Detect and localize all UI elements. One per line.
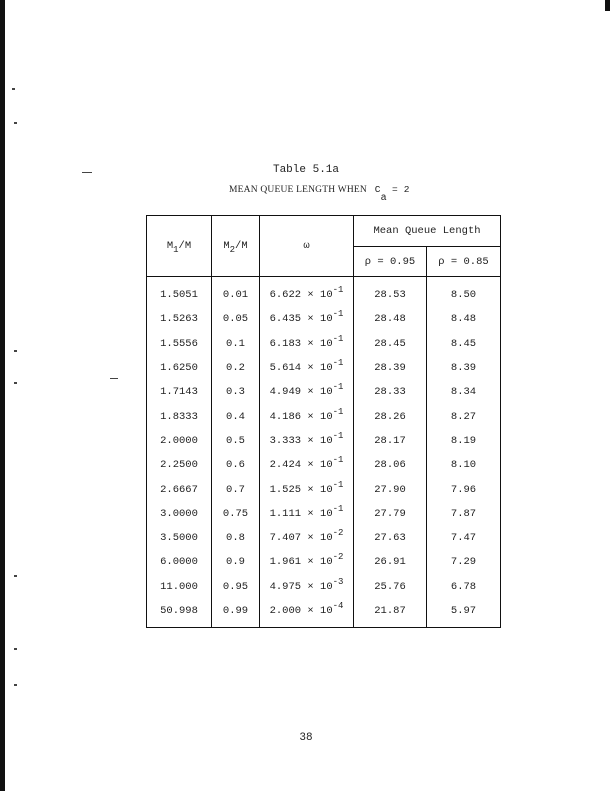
table-row bbox=[147, 599, 501, 628]
cell-omega: 1.525 × 10-1 bbox=[260, 477, 354, 501]
cell-omega: 4.949 × 10-1 bbox=[260, 380, 354, 404]
cell-q095: 27.79 bbox=[354, 502, 427, 526]
cell-q085: 7.29 bbox=[427, 550, 501, 574]
cell-m2: 0.01 bbox=[212, 277, 260, 308]
table-row bbox=[147, 277, 501, 308]
cell-omega: 7.407 × 10-2 bbox=[260, 526, 354, 550]
caption-var: Ca bbox=[374, 184, 387, 204]
caption-text: MEAN QUEUE LENGTH WHEN bbox=[229, 185, 367, 195]
cell-omega: 1.961 × 10-2 bbox=[260, 550, 354, 574]
cell-omega: 6.622 × 10-1 bbox=[260, 277, 354, 308]
cell-m2: 0.7 bbox=[212, 477, 260, 501]
cell-omega: 4.975 × 10-3 bbox=[260, 575, 354, 599]
table-row bbox=[147, 453, 501, 477]
cell-omega: 1.111 × 10-1 bbox=[260, 502, 354, 526]
cell-q095: 28.26 bbox=[354, 404, 427, 428]
table-caption bbox=[229, 184, 410, 204]
table-row bbox=[147, 356, 501, 380]
caption-eq: = 2 bbox=[392, 184, 410, 195]
page-number: 38 bbox=[299, 732, 313, 744]
cell-m2: 0.8 bbox=[212, 526, 260, 550]
table-row bbox=[147, 380, 501, 404]
cell-m1: 3.0000 bbox=[147, 502, 212, 526]
cell-q085: 7.96 bbox=[427, 477, 501, 501]
cell-q095: 21.87 bbox=[354, 599, 427, 628]
cell-q085: 8.10 bbox=[427, 453, 501, 477]
cell-m1: 1.5556 bbox=[147, 332, 212, 356]
cell-q085: 8.34 bbox=[427, 380, 501, 404]
cell-omega: 2.424 × 10-1 bbox=[260, 453, 354, 477]
mean-queue-table bbox=[146, 215, 501, 628]
cell-m1: 2.6667 bbox=[147, 477, 212, 501]
scan-speck bbox=[110, 378, 118, 379]
cell-q085: 6.78 bbox=[427, 575, 501, 599]
table-row bbox=[147, 307, 501, 331]
cell-q095: 27.90 bbox=[354, 477, 427, 501]
scan-edge-mark bbox=[605, 0, 610, 11]
table-row bbox=[147, 429, 501, 453]
scan-edge-left bbox=[0, 0, 5, 791]
cell-omega: 6.183 × 10-1 bbox=[260, 332, 354, 356]
cell-q095: 27.63 bbox=[354, 526, 427, 550]
cell-q085: 8.50 bbox=[427, 277, 501, 308]
cell-q085: 7.87 bbox=[427, 502, 501, 526]
cell-omega: 6.435 × 10-1 bbox=[260, 307, 354, 331]
cell-m2: 0.4 bbox=[212, 404, 260, 428]
cell-q085: 8.39 bbox=[427, 356, 501, 380]
cell-omega: 3.333 × 10-1 bbox=[260, 429, 354, 453]
cell-m2: 0.2 bbox=[212, 356, 260, 380]
cell-q085: 8.48 bbox=[427, 307, 501, 331]
cell-q085: 8.27 bbox=[427, 404, 501, 428]
cell-m2: 0.6 bbox=[212, 453, 260, 477]
table-row bbox=[147, 575, 501, 599]
cell-q085: 8.19 bbox=[427, 429, 501, 453]
cell-m2: 0.05 bbox=[212, 307, 260, 331]
scan-speck bbox=[14, 575, 17, 577]
scan-speck bbox=[14, 382, 17, 384]
cell-q095: 28.17 bbox=[354, 429, 427, 453]
cell-m1: 1.5051 bbox=[147, 277, 212, 308]
cell-q095: 26.91 bbox=[354, 550, 427, 574]
cell-q085: 7.47 bbox=[427, 526, 501, 550]
table-body bbox=[147, 277, 501, 628]
cell-omega: 5.614 × 10-1 bbox=[260, 356, 354, 380]
scan-speck bbox=[12, 88, 15, 90]
cell-q085: 8.45 bbox=[427, 332, 501, 356]
cell-m1: 50.998 bbox=[147, 599, 212, 628]
cell-q095: 28.06 bbox=[354, 453, 427, 477]
cell-m1: 1.6250 bbox=[147, 356, 212, 380]
cell-m2: 0.1 bbox=[212, 332, 260, 356]
cell-m2: 0.75 bbox=[212, 502, 260, 526]
scan-speck bbox=[14, 648, 17, 650]
scan-speck bbox=[14, 684, 17, 686]
table-row bbox=[147, 550, 501, 574]
cell-q095: 28.45 bbox=[354, 332, 427, 356]
cell-m2: 0.5 bbox=[212, 429, 260, 453]
cell-m1: 1.5263 bbox=[147, 307, 212, 331]
cell-m1: 1.7143 bbox=[147, 380, 212, 404]
table-title: Table 5.1a bbox=[272, 164, 339, 176]
table-row bbox=[147, 502, 501, 526]
cell-m2: 0.99 bbox=[212, 599, 260, 628]
cell-q085: 5.97 bbox=[427, 599, 501, 628]
header-rho-095: ρ = 0.95 bbox=[354, 247, 427, 277]
header-m2: M2/M bbox=[212, 216, 260, 277]
cell-m1: 6.0000 bbox=[147, 550, 212, 574]
header-rho-085: ρ = 0.85 bbox=[427, 247, 501, 277]
cell-q095: 28.33 bbox=[354, 380, 427, 404]
scan-speck bbox=[14, 122, 17, 124]
cell-m1: 11.000 bbox=[147, 575, 212, 599]
header-omega: ω bbox=[260, 216, 354, 277]
cell-omega: 2.000 × 10-4 bbox=[260, 599, 354, 628]
header-m1: M1/M bbox=[147, 216, 212, 277]
cell-m1: 3.5000 bbox=[147, 526, 212, 550]
cell-m2: 0.95 bbox=[212, 575, 260, 599]
cell-m1: 2.0000 bbox=[147, 429, 212, 453]
cell-omega: 4.186 × 10-1 bbox=[260, 404, 354, 428]
table-row bbox=[147, 526, 501, 550]
cell-m1: 1.8333 bbox=[147, 404, 212, 428]
header-group: Mean Queue Length bbox=[354, 216, 501, 247]
cell-q095: 25.76 bbox=[354, 575, 427, 599]
cell-q095: 28.39 bbox=[354, 356, 427, 380]
cell-q095: 28.48 bbox=[354, 307, 427, 331]
table-row bbox=[147, 404, 501, 428]
cell-m1: 2.2500 bbox=[147, 453, 212, 477]
table-row bbox=[147, 332, 501, 356]
cell-m2: 0.9 bbox=[212, 550, 260, 574]
cell-q095: 28.53 bbox=[354, 277, 427, 308]
table-row bbox=[147, 477, 501, 501]
scan-speck bbox=[14, 350, 17, 352]
cell-m2: 0.3 bbox=[212, 380, 260, 404]
